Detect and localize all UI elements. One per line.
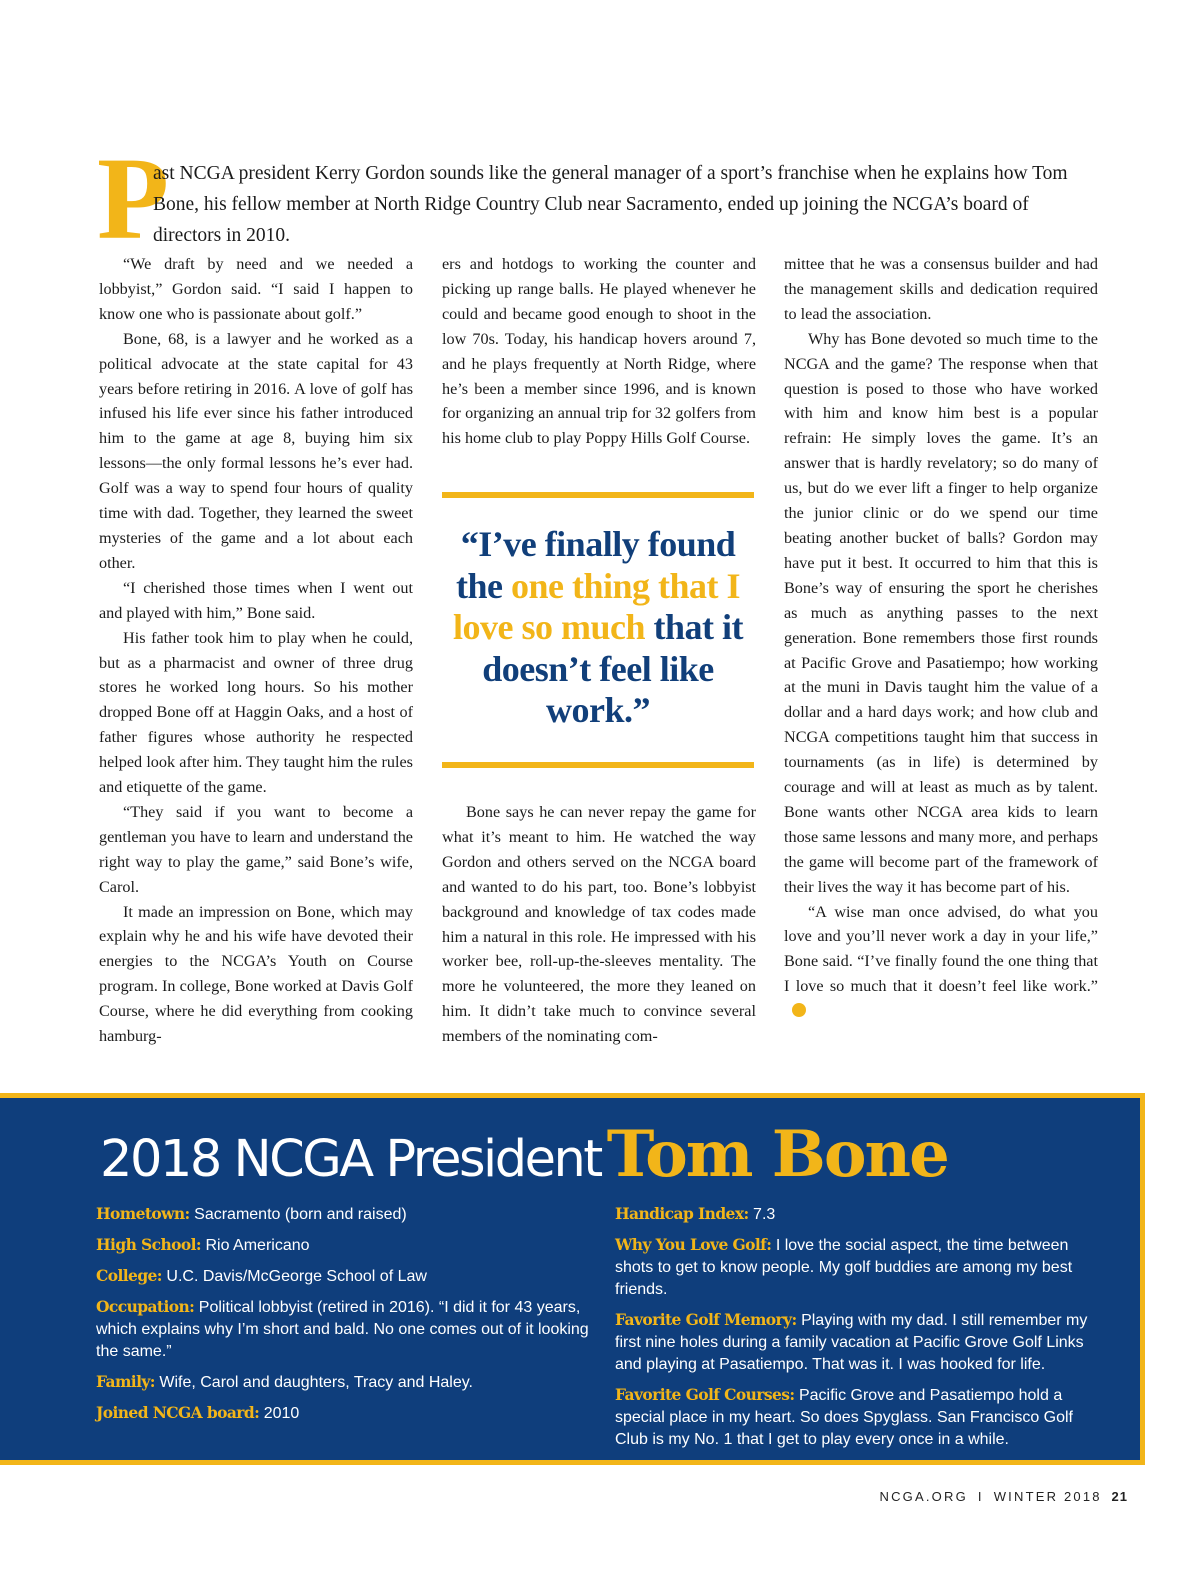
fact-item: [615, 1234, 1105, 1301]
fact-box-title-text: 2018 NCGA President: [100, 1130, 601, 1189]
article-column-1: [99, 252, 413, 1049]
pull-quote-bottom-rule: [442, 762, 754, 768]
fact-item: [96, 1265, 590, 1288]
footer-separator: I: [977, 1489, 984, 1504]
paragraph: It made an impression on Bone, which may explain why he and his wife have devoted their energies to the NCGA’s Youth on Course program. In college, Bone worked at Davis Golf Course, where he did everything from cooking hamburg-: [99, 902, 413, 1046]
paragraph: mittee that he was a consensus builder and had the management skills and dedication required to lead the association.: [784, 255, 1098, 323]
fact-label: Handicap Index:: [615, 1204, 749, 1223]
paragraph: Bone says he can never repay the game for what it’s meant to him. He watched the way Gordon and others served on the NCGA board and wanted to do his part, too. Bone’s lobbyist background and knowledge of tax codes made him a natural in this role. He impressed with his worker bee, roll-up-the-sleeves mentality. The more he volunteered, the more they leaned on him. It didn’t take much to convince several members of the nominating com-: [442, 803, 756, 1046]
fact-label: Favorite Golf Memory:: [615, 1310, 797, 1329]
paragraph: Why has Bone devoted so much time to the NCGA and the game? The response when that question is posed to those who have worked with him and know him best is a popular refrain: He simply loves the game. It’s an answer that is hardly revelatory; so do many of us, but do we ever lift a finger to help organize the junior clinic or do we spend our time beating another bucket of balls? Gordon may have put it best. It occurred to him that this is Bone’s way of ensuring the sport he cherishes as much as anything passes to the next generation. Bone remembers those first rounds at Pacific Grove and Pasatiempo; how working at the muni in Davis taught him the value of a dollar and a hard days work; and how club and NCGA competitions taught him that success in tournaments (as in life) is determined by courage and will at least as much as by talent. Bone wants other NCGA area kids to learn those same lessons and many more, and perhaps the game will become part of the framework of their lives the way it has become part of his.: [784, 329, 1098, 896]
fact-label: Hometown:: [96, 1204, 190, 1223]
fact-label: High School:: [96, 1235, 202, 1254]
pull-quote-part-2: that it doesn’t feel like work.”: [482, 607, 743, 730]
footer-issue: WINTER 2018: [993, 1489, 1102, 1504]
fact-item: [615, 1203, 1105, 1226]
fact-value: Sacramento (born and raised): [194, 1206, 407, 1223]
drop-cap: P: [97, 133, 170, 264]
footer-site: NCGA.ORG: [879, 1489, 968, 1504]
fact-value: Wife, Carol and daughters, Tracy and Haley.: [159, 1374, 473, 1391]
fact-value: U.C. Davis/McGeorge School of Law: [166, 1268, 427, 1285]
fact-value: 7.3: [753, 1206, 776, 1223]
paragraph: [784, 900, 1098, 1025]
paragraph: “I cherished those times when I went out and played with him,” Bone said.: [99, 578, 413, 622]
article-column-3: [784, 252, 1098, 1024]
page-number: 21: [1111, 1489, 1128, 1504]
fact-item: [615, 1384, 1105, 1451]
fact-label: College:: [96, 1266, 162, 1285]
paragraph: “They said if you want to become a gentleman you have to learn and understand the right way to play the game,” said Bone’s wife, Carol.: [99, 802, 413, 896]
fact-value: I love the social aspect, the time between shots to get to know people. My golf buddies are among my best friends.: [615, 1237, 1073, 1298]
fact-item: [615, 1309, 1105, 1376]
fact-label: Favorite Golf Courses:: [615, 1385, 795, 1404]
paragraph-text: “A wise man once advised, do what you love and you’ll never work a day in your life,” Bone said. “I’ve finally found the one thing that I love so much that it doesn’t feel like work.”: [784, 902, 1098, 996]
paragraph: “We draft by need and we needed a lobbyist,” Gordon said. “I said I happen to know one who is passionate about golf.”: [99, 255, 413, 323]
paragraph: Bone, 68, is a lawyer and he worked as a political advocate at the state capital for 43 years before retiring in 2016. A love of golf has infused his life ever since his father introduced him to the game at age 8, buying him six lessons—the only formal lessons he’s ever had. Golf was a way to spend four hours of quality time with dad. Together, they learned the sweet mysteries of the game and a lot about each other.: [99, 329, 413, 572]
pull-quote: [442, 492, 754, 768]
fact-item: [96, 1296, 590, 1363]
paragraph: His father took him to play when he could, but as a pharmacist and owner of three drug stores he worked long hours. So his mother dropped Bone off at Haggin Oaks, and a host of father figures whose authority he respected helped look after him. They taught him the rules and etiquette of the game.: [99, 628, 413, 797]
fact-item: [96, 1402, 590, 1425]
pull-quote-part-1: “I’ve finally found the: [455, 524, 736, 606]
fact-value: 2010: [263, 1405, 300, 1422]
fact-box-title: [100, 1117, 948, 1192]
fact-value: Political lobbyist (retired in 2016). “I did it for 43 years, which explains why I’m short and bald. No one comes out of it looking the same.”: [96, 1299, 589, 1360]
pull-quote-highlight: one thing that I love so much: [453, 565, 741, 647]
article-column-2: [442, 252, 756, 451]
article-column-2-continued: [442, 800, 756, 1049]
paragraph: ers and hotdogs to working the counter and picking up range balls. He played whenever he could and became good enough to shoot in the low 70s. Today, his handicap hovers around 7, and he plays frequently at North Ridge, where he’s been a member since 1996, and is known for organizing an annual trip for 32 golfers from his home club to play Poppy Hills Golf Course.: [442, 255, 756, 448]
facts-left-column: [96, 1203, 590, 1433]
fact-value: Pacific Grove and Pasatiempo hold a special place in my heart. So does Spyglass. San Francisco Golf Club is my No. 1 that I get to play every once in a while.: [615, 1387, 1073, 1448]
fact-label: Joined NCGA board:: [96, 1403, 260, 1422]
fact-value: Rio Americano: [205, 1237, 310, 1254]
fact-item: [96, 1371, 590, 1394]
page-footer: [880, 1489, 1129, 1504]
fact-item: [96, 1234, 590, 1257]
fact-label: Occupation:: [96, 1297, 195, 1316]
lead-text: ast NCGA president Kerry Gordon sounds like the general manager of a sport’s franchise when he explains how Tom Bone, his fellow member at North Ridge Country Club near Sacramento, ended up joining the NCGA’s board of directors in 2010.: [153, 163, 1068, 246]
fact-box-name: Tom Bone: [606, 1117, 948, 1192]
fact-label: Family:: [96, 1372, 155, 1391]
fact-value: Playing with my dad. I still remember my first nine holes during a family vacation at Pacific Grove Golf Links and playing at Pasatiempo. That was it. I was hooked for life.: [615, 1312, 1088, 1373]
pull-quote-text: [442, 498, 754, 762]
fact-label: Why You Love Golf:: [615, 1235, 772, 1254]
golf-ball-end-mark-icon: [792, 1003, 806, 1017]
fact-item: [96, 1203, 590, 1226]
facts-right-column: [615, 1203, 1105, 1459]
